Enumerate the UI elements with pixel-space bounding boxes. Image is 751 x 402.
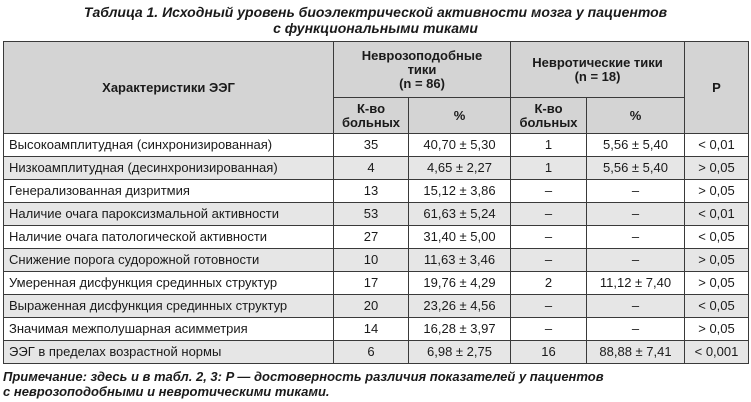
row-count-group1: 10 [334, 249, 409, 272]
row-p-value: > 0,05 [685, 180, 749, 203]
table-row [4, 272, 749, 295]
header-count-line1: К-во [534, 100, 563, 116]
row-percent-group1: 6,98 ± 2,75 [409, 341, 511, 364]
header-count-line2: больных [341, 114, 401, 130]
row-characteristic: Генерализованная дизритмия [4, 180, 334, 203]
row-p-value: < 0,01 [685, 203, 749, 226]
header-group1-line3: (n = 86) [399, 75, 445, 91]
row-count-group2: 1 [511, 157, 587, 180]
row-p-value: > 0,05 [685, 157, 749, 180]
row-percent-group2: – [587, 318, 685, 341]
caption-line-2: с функциональными тиками [273, 20, 478, 36]
row-count-group2: 16 [511, 341, 587, 364]
row-count-group2: 2 [511, 272, 587, 295]
row-p-value: > 0,05 [685, 318, 749, 341]
table-row [4, 134, 749, 157]
header-group2-line1: Невротические тики [532, 54, 663, 70]
row-percent-group1: 61,63 ± 5,24 [409, 203, 511, 226]
header-characteristics: Характеристики ЭЭГ [4, 42, 334, 134]
row-percent-group1: 15,12 ± 3,86 [409, 180, 511, 203]
row-count-group1: 53 [334, 203, 409, 226]
row-percent-group2: 11,12 ± 7,40 [587, 272, 685, 295]
row-percent-group1: 16,28 ± 3,97 [409, 318, 511, 341]
row-percent-group1: 4,65 ± 2,27 [409, 157, 511, 180]
table-row [4, 318, 749, 341]
row-percent-group2: – [587, 203, 685, 226]
row-count-group2: – [511, 180, 587, 203]
row-percent-group2: 88,88 ± 7,41 [587, 341, 685, 364]
row-count-group1: 6 [334, 341, 409, 364]
row-percent-group1: 19,76 ± 4,29 [409, 272, 511, 295]
header-percent-group1: % [409, 98, 511, 134]
note-line-2: с неврозоподобными и невротическими тиками. [3, 384, 330, 399]
table-row [4, 226, 749, 249]
header-neurosis-like-tics [334, 42, 511, 98]
row-count-group1: 17 [334, 272, 409, 295]
table-row [4, 180, 749, 203]
row-percent-group1: 23,26 ± 4,56 [409, 295, 511, 318]
row-percent-group2: – [587, 180, 685, 203]
row-percent-group1: 40,70 ± 5,30 [409, 134, 511, 157]
header-count-line2: больных [519, 114, 578, 130]
row-count-group2: – [511, 249, 587, 272]
row-count-group2: 1 [511, 134, 587, 157]
row-percent-group2: 5,56 ± 5,40 [587, 134, 685, 157]
row-count-group1: 35 [334, 134, 409, 157]
header-p: P [685, 42, 749, 134]
row-count-group1: 13 [334, 180, 409, 203]
table-row [4, 249, 749, 272]
row-percent-group2: – [587, 249, 685, 272]
row-characteristic: Снижение порога судорожной готовности [4, 249, 334, 272]
table-note [3, 369, 748, 399]
row-p-value: < 0,05 [685, 295, 749, 318]
caption-line-1: Таблица 1. Исходный уровень биоэлектрической активности мозга у пациентов [83, 4, 668, 20]
row-percent-group1: 11,63 ± 3,46 [409, 249, 511, 272]
header-group1-line1: Неврозоподобные [361, 47, 483, 63]
row-p-value: > 0,05 [685, 272, 749, 295]
row-characteristic: Значимая межполушарная асимметрия [4, 318, 334, 341]
row-percent-group2: – [587, 226, 685, 249]
row-characteristic: Высокоамплитудная (синхронизированная) [4, 134, 334, 157]
row-p-value: < 0,01 [685, 134, 749, 157]
header-count-group2 [511, 98, 587, 134]
row-count-group1: 14 [334, 318, 409, 341]
row-count-group1: 27 [334, 226, 409, 249]
header-group2-line2: (n = 18) [574, 68, 621, 84]
row-count-group2: – [511, 295, 587, 318]
row-p-value: < 0,001 [685, 341, 749, 364]
header-neurotic-tics [511, 42, 685, 98]
row-percent-group1: 31,40 ± 5,00 [409, 226, 511, 249]
row-p-value: < 0,05 [685, 226, 749, 249]
row-characteristic: Умеренная дисфункция срединных структур [4, 272, 334, 295]
eeg-table [3, 41, 749, 364]
row-count-group2: – [511, 226, 587, 249]
table-row [4, 203, 749, 226]
header-percent-group2: % [587, 98, 685, 134]
header-group1-line2: тики [407, 61, 437, 77]
table-caption [0, 4, 751, 36]
row-p-value: > 0,05 [685, 249, 749, 272]
row-percent-group2: – [587, 295, 685, 318]
table-row [4, 341, 749, 364]
note-line-1: Примечание: здесь и в табл. 2, 3: P — достоверность различия показателей у пациентов [3, 369, 604, 384]
header-count-group1 [334, 98, 409, 134]
row-count-group1: 20 [334, 295, 409, 318]
row-count-group2: – [511, 318, 587, 341]
row-characteristic: Наличие очага пароксизмальной активности [4, 203, 334, 226]
row-characteristic: Низкоамплитудная (десинхронизированная) [4, 157, 334, 180]
header-count-line1: К-во [356, 100, 386, 116]
row-characteristic: ЭЭГ в пределах возрастной нормы [4, 341, 334, 364]
row-characteristic: Наличие очага патологической активности [4, 226, 334, 249]
table-row [4, 295, 749, 318]
row-count-group2: – [511, 203, 587, 226]
row-count-group1: 4 [334, 157, 409, 180]
table-row [4, 157, 749, 180]
row-percent-group2: 5,56 ± 5,40 [587, 157, 685, 180]
row-characteristic: Выраженная дисфункция срединных структур [4, 295, 334, 318]
